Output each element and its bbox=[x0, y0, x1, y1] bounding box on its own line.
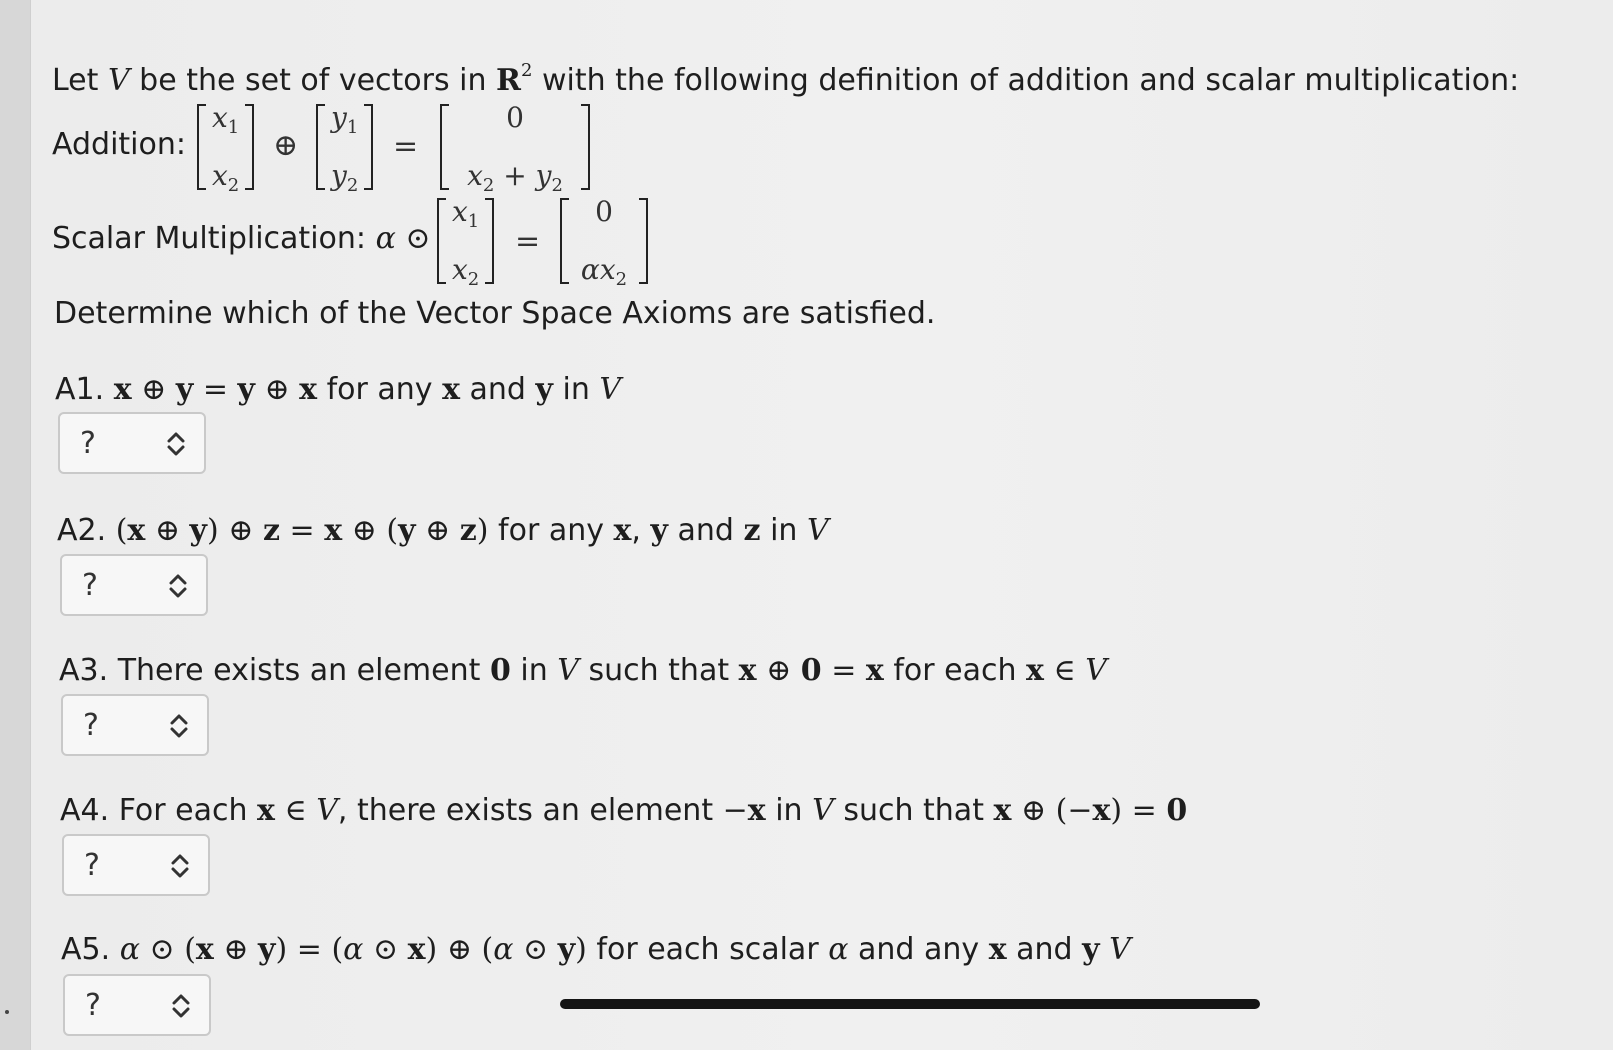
addition-matrix-y: $y_1$ $y_2$ bbox=[316, 104, 373, 190]
oplus-symbol: ⊕ bbox=[273, 128, 299, 163]
axiom-a2-text: A2. (x ⊕ y) ⊕ z = x ⊕ (y ⊕ z) for any x, y and z in V bbox=[57, 513, 829, 548]
equals-symbol: = bbox=[393, 129, 419, 164]
axiom-a4-text: A4. For each x ∈ V, there exists an element −x in V such that x ⊕ (−x) = 0 bbox=[60, 793, 1188, 828]
axiom-a1-text: A1. x ⊕ y = y ⊕ x for any x and y in V bbox=[55, 372, 622, 407]
select-value: ? bbox=[83, 707, 99, 743]
axiom-a3-select[interactable] bbox=[61, 694, 209, 756]
chevron-up-down-icon bbox=[164, 428, 188, 460]
chevron-up-down-icon bbox=[169, 990, 193, 1022]
chevron-up-down-icon bbox=[166, 570, 190, 602]
screen-speck bbox=[5, 1010, 9, 1014]
chevron-up-down-icon bbox=[167, 710, 191, 742]
prompt-text: Determine which of the Vector Space Axioms are satisfied. bbox=[54, 296, 936, 331]
axiom-a5-select[interactable] bbox=[63, 974, 211, 1036]
chevron-up-down-icon bbox=[168, 850, 192, 882]
select-value: ? bbox=[85, 987, 101, 1023]
scalar-label-row: Scalar Multiplication: α ⊙ bbox=[52, 221, 431, 256]
addition-result-matrix: 0 $x_2 + y_2$ bbox=[440, 104, 590, 190]
axiom-a5-text: A5. α ⊙ (x ⊕ y) = (α ⊙ x) ⊕ (α ⊙ y) for each scalar α and any x and y V bbox=[61, 932, 1131, 967]
intro-text: Let V be the set of vectors in $R^2$ with the following definition of addition and scalar multiplication: bbox=[52, 60, 1520, 98]
axiom-a4-select[interactable] bbox=[62, 834, 210, 896]
select-value: ? bbox=[82, 567, 98, 603]
scalar-matrix-x: $x_1$ $x_2$ bbox=[437, 198, 494, 284]
home-indicator-bar[interactable] bbox=[560, 999, 1260, 1009]
addition-matrix-x: $x_1$ $x_2$ bbox=[197, 104, 254, 190]
axiom-a1-select[interactable] bbox=[58, 412, 206, 474]
equals-symbol: = bbox=[515, 224, 541, 259]
addition-label: Addition: bbox=[52, 127, 186, 162]
select-value: ? bbox=[84, 847, 100, 883]
select-value: ? bbox=[80, 425, 96, 461]
scalar-result-matrix: 0 $\alpha x_2$ bbox=[560, 198, 648, 284]
axiom-a2-select[interactable] bbox=[60, 554, 208, 616]
axiom-a3-text: A3. There exists an element 0 in V such that x ⊕ 0 = x for each x ∈ V bbox=[59, 653, 1107, 688]
